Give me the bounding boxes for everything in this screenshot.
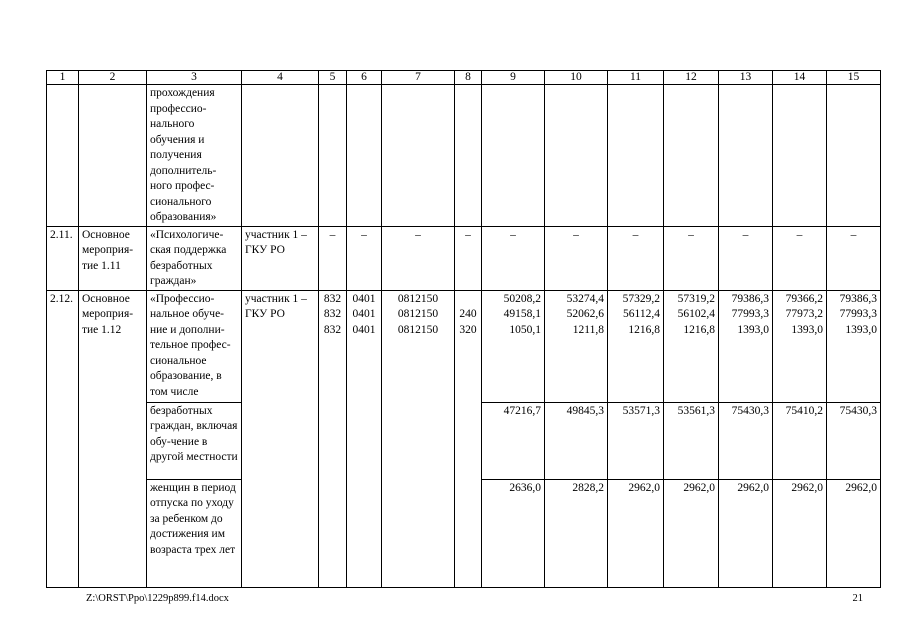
column-number: 9	[482, 71, 545, 85]
value-cell: 49845,3	[545, 402, 608, 479]
table-cell-description: «Профессио-нальное обуче-ние и дополни-тельное профес-сиональное образование, в том числе	[147, 290, 242, 402]
value-cell: 47216,7	[482, 402, 545, 479]
value-cell: 53571,3	[608, 402, 664, 479]
dash-cell: –	[608, 226, 664, 290]
table-cell	[545, 85, 608, 227]
table-cell	[47, 85, 79, 227]
value-cell: 75410,2	[773, 402, 827, 479]
value-cell: 2962,0	[773, 479, 827, 587]
row-number: 2.11.	[47, 226, 79, 290]
value-cell: 57329,2 56112,4 1216,8	[608, 290, 664, 402]
table-row-continuation	[47, 85, 881, 227]
column-number: 8	[455, 71, 482, 85]
value-cell: 57319,2 56102,4 1216,8	[664, 290, 719, 402]
column-number: 5	[319, 71, 347, 85]
dash-cell: –	[347, 226, 382, 290]
table-cell	[719, 85, 773, 227]
value-cell: 53561,3	[664, 402, 719, 479]
participant: участник 1 – ГКУ РО	[242, 226, 319, 290]
value-cell: 79386,3 77993,3 1393,0	[719, 290, 773, 402]
code-cell: 0401 0401 0401	[347, 290, 382, 587]
table-cell	[664, 85, 719, 227]
value-cell: 2828,2	[545, 479, 608, 587]
dash-cell: –	[719, 226, 773, 290]
column-number: 7	[382, 71, 455, 85]
dash-cell: –	[545, 226, 608, 290]
value-cell: 75430,3	[827, 402, 881, 479]
code-cell: 832 832 832	[319, 290, 347, 587]
dash-cell: –	[382, 226, 455, 290]
value-cell: 2962,0	[664, 479, 719, 587]
budget-table	[46, 70, 881, 588]
column-number: 1	[47, 71, 79, 85]
table-cell-description: женщин в период отпуска по уходу за ребенком до достижения им возраста трех лет	[147, 479, 242, 587]
value-cell: 2962,0	[608, 479, 664, 587]
column-number: 3	[147, 71, 242, 85]
dash-cell: –	[773, 226, 827, 290]
measure-name: Основное мероприя-тие 1.12	[79, 290, 147, 587]
file-path: Z:\ORST\Ppo\1229p899.f14.docx	[86, 593, 229, 604]
table-cell	[482, 85, 545, 227]
page-number: 21	[852, 593, 863, 604]
column-number: 14	[773, 71, 827, 85]
value-cell: 50208,2 49158,1 1050,1	[482, 290, 545, 402]
table-cell	[455, 85, 482, 227]
column-number-row	[47, 71, 881, 85]
table-cell-description: безработных граждан, включая обу-чение в другой местности	[147, 402, 242, 479]
value-cell: 2636,0	[482, 479, 545, 587]
value-cell: 79366,2 77973,2 1393,0	[773, 290, 827, 402]
column-number: 10	[545, 71, 608, 85]
table-cell	[79, 85, 147, 227]
table-row-2-11	[47, 226, 881, 290]
table-cell	[608, 85, 664, 227]
column-number: 2	[79, 71, 147, 85]
table-cell	[382, 85, 455, 227]
column-number: 12	[664, 71, 719, 85]
dash-cell: –	[319, 226, 347, 290]
column-number: 13	[719, 71, 773, 85]
value-cell: 2962,0	[719, 479, 773, 587]
table-cell	[242, 85, 319, 227]
table-cell	[773, 85, 827, 227]
value-cell: 75430,3	[719, 402, 773, 479]
participant: участник 1 – ГКУ РО	[242, 290, 319, 587]
table-cell	[827, 85, 881, 227]
row-number: 2.12.	[47, 290, 79, 587]
value-cell: 53274,4 52062,6 1211,8	[545, 290, 608, 402]
code-cell: 240 320	[455, 290, 482, 587]
column-number: 4	[242, 71, 319, 85]
column-number: 15	[827, 71, 881, 85]
dash-cell: –	[455, 226, 482, 290]
dash-cell: –	[482, 226, 545, 290]
column-number: 11	[608, 71, 664, 85]
code-cell: 0812150 0812150 0812150	[382, 290, 455, 587]
table-cell-description: прохождения профессио-нального обучения и получения дополнитель-ного профес-сионального образования»	[147, 85, 242, 227]
table-cell	[347, 85, 382, 227]
table-row-2-12	[47, 290, 881, 402]
measure-name: Основное мероприя-тие 1.11	[79, 226, 147, 290]
value-cell: 79386,3 77993,3 1393,0	[827, 290, 881, 402]
dash-cell: –	[827, 226, 881, 290]
table-cell	[319, 85, 347, 227]
table-cell-description: «Психологиче-ская поддержка безработных граждан»	[147, 226, 242, 290]
value-cell: 2962,0	[827, 479, 881, 587]
column-number: 6	[347, 71, 382, 85]
dash-cell: –	[664, 226, 719, 290]
